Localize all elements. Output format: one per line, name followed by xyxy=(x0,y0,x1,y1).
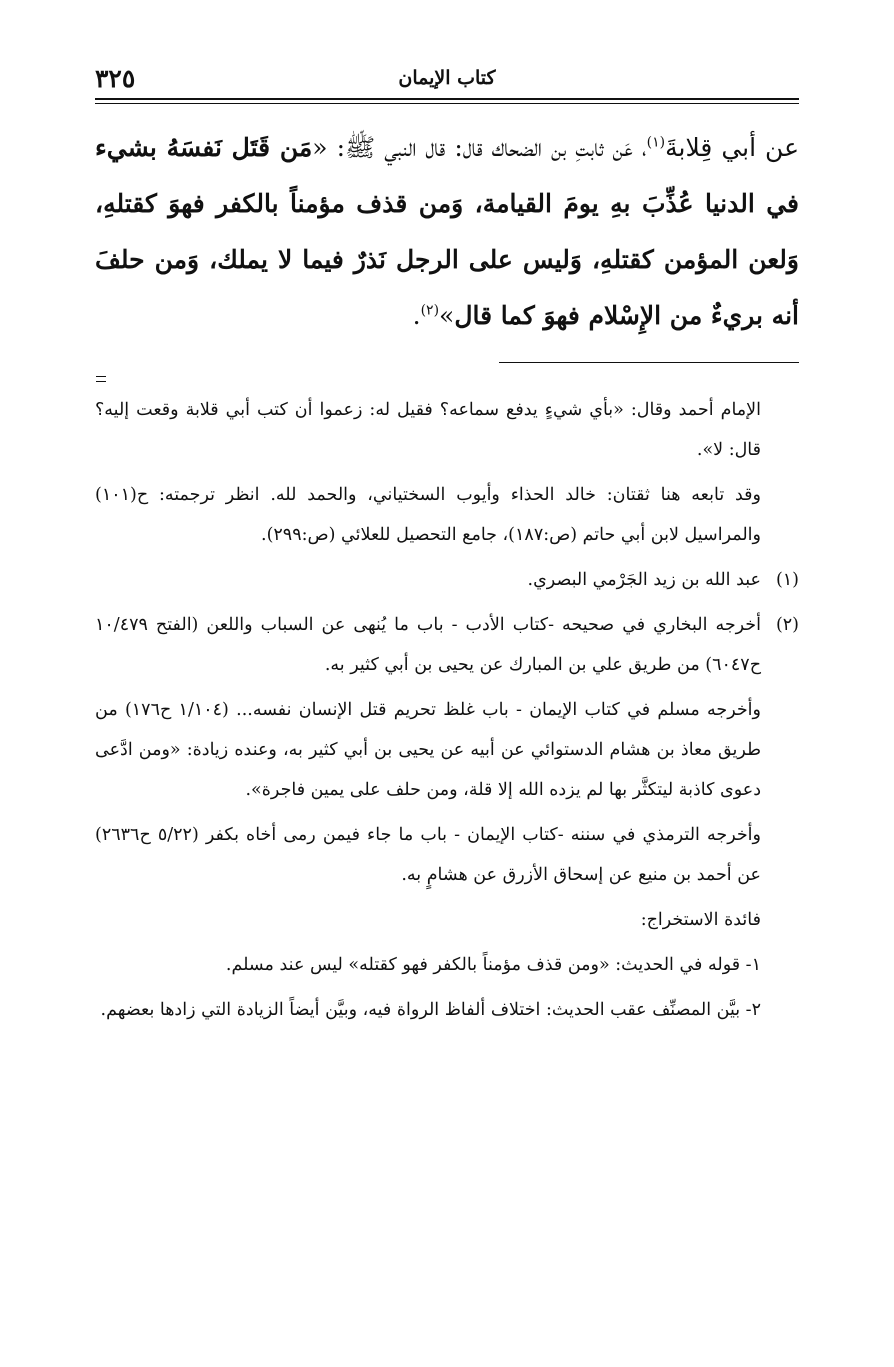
page-header xyxy=(95,62,799,100)
benefit-item-2: ٢- بيَّن المصنِّف عقب الحديث: اختلاف ألفاظ الرواة فيه، وبيَّن أيضاً الزيادة التي زادها بعضهم. xyxy=(100,1000,761,1020)
footnote-separator xyxy=(499,362,799,363)
footnote-ref-2: (٢) xyxy=(420,302,440,319)
page-number: ٣٢٥ xyxy=(95,64,136,93)
footnote-2-bukhari: أخرجه البخاري في صحيحه -كتاب الأدب - باب ما يُنهى عن السباب واللعن (الفتح ١٠/٤٧٩ ح٦٠٤٧) من طريق علي بن المبارك عن يحيى بن أبي كثير به. xyxy=(95,615,761,675)
isnad-text: ، عَن ثابتِ بن الضحاك قال: قال النبي ﷺ: « xyxy=(312,133,647,162)
footnote-1 xyxy=(95,560,799,600)
benefit-title: فائدة الاستخراج: xyxy=(640,910,761,930)
footnote-2-muslim: وأخرجه مسلم في كتاب الإيمان - باب غلظ تحريم قتل الإنسان نفسه... (١/١٠٤ ح١٧٦) من طريق معاذ بن هشام الدستوائي عن أبيه عن يحيى بن أبي كثير به، وعنده زيادة: «ومن ادَّعى دعوى كاذبة ليتكثَّر بها لم يزده الله إلا قلة، ومن حلف على يمين فاجرة». xyxy=(95,700,762,800)
footnote-1-text: عبد الله بن زيد الجَرْمي البصري. xyxy=(527,570,761,590)
end-period: . xyxy=(412,301,421,330)
footnote-continuation-2: وقد تابعه هنا ثقتان: خالد الحذاء وأيوب السختياني، والحمد لله. انظر ترجمته: ح(١٠١) والمراسيل لابن أبي حاتم (ص:١٨٧)، جامع التحصيل للعلائي (ص:٢٩٩). xyxy=(95,485,761,545)
benefit-item-1: ١- قوله في الحديث: «ومن قذف مؤمناً بالكفر فهو كقتله» ليس عند مسلم. xyxy=(225,955,761,975)
continuation-mark xyxy=(96,376,106,382)
footnote-continuation-1: الإمام أحمد وقال: «بأي شيءٍ يدفع سماعه؟ فقيل له: زعموا أن كتب أبي قلابة وقعت إليه؟ قال: لا». xyxy=(95,400,761,460)
main-text xyxy=(95,120,799,344)
hadith-text: مَن قَتَل نَفسَهُ بشيء في الدنيا عُذِّبَ بهِ يومَ القيامة، وَمن قذف مؤمناً بالكفر فهوَ كقتلهِ، وَلعن المؤمن كقتلهِ، وَليس على الرجل نَذرٌ فيما لا يملك، وَمن حلفَ أنه بريءٌ من الإِسْلام فهوَ كما قال xyxy=(95,133,799,330)
footnotes-section xyxy=(95,390,799,1035)
footnote-ref-1: (١) xyxy=(646,134,666,151)
footnote-2-tirmidhi: وأخرجه الترمذي في سننه -كتاب الإيمان - باب ما جاء فيمن رمى أخاه بكفر (٥/٢٢ ح٢٦٣٦) عن أحمد بن منيع عن إسحاق الأزرق عن هشامٍ به. xyxy=(95,825,761,885)
footnote-1-number: (١) xyxy=(775,570,799,590)
intro-text: عن أبي قِلابةَ xyxy=(665,133,800,162)
footnote-2-number: (٢) xyxy=(775,615,799,635)
running-title: كتاب الإيمان xyxy=(398,67,496,89)
closing-quote: » xyxy=(439,301,455,330)
footnote-2 xyxy=(95,605,799,685)
